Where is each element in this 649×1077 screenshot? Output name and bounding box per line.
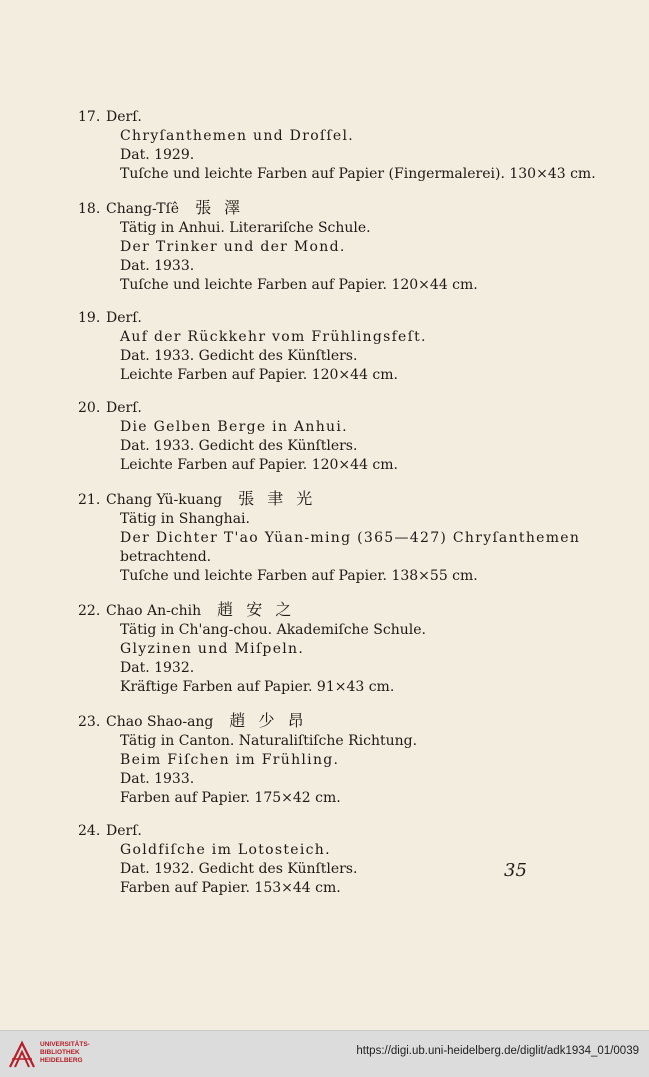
artist-name: Derſ. (106, 823, 142, 839)
artist-chinese-name: 趙 少 昂 (229, 711, 308, 730)
catalog-entry (78, 309, 598, 385)
artwork-title: Beim Fiſchen im Frühling. (120, 752, 340, 768)
entry-detail-line: Tätig in Anhui. Literariſche Schule. (120, 220, 371, 236)
entry-number: 20. (78, 400, 101, 416)
artist-name: Chao An-chih (106, 603, 202, 619)
entry-detail-line: Kräftige Farben auf Papier. 91×43 cm. (120, 679, 395, 695)
catalog-entry (78, 711, 598, 808)
entry-detail-line: Farben auf Papier. 153×44 cm. (120, 880, 341, 896)
entry-heading (78, 822, 598, 841)
entry-detail-line: Leichte Farben auf Papier. 120×44 cm. (120, 367, 398, 383)
entry-number: 23. (78, 714, 101, 730)
catalog-entry (78, 399, 598, 475)
artist-name: Derſ. (106, 310, 142, 326)
entry-number: 24. (78, 823, 101, 839)
library-logo-icon[interactable] (8, 1039, 36, 1069)
catalog-entry (78, 600, 598, 697)
catalog-entry (78, 489, 598, 586)
entry-detail-line: Dat. 1933. Gedicht des Künſtlers. (120, 348, 358, 364)
artist-name: Chao Shao-ang (106, 714, 214, 730)
entry-number: 22. (78, 603, 101, 619)
artwork-title: Die Gelben Berge in Anhui. (120, 419, 348, 435)
entry-detail-line: betrachtend. (120, 549, 212, 565)
entry-detail-line: Tätig in Ch'ang-chou. Akademiſche Schule. (120, 622, 426, 638)
page-number: 35 (504, 860, 527, 881)
artwork-title: Glyzinen und Miſpeln. (120, 641, 305, 657)
artwork-title: Chryſanthemen und Droſſel. (120, 128, 354, 144)
entry-detail-line: Farben auf Papier. 175×42 cm. (120, 790, 341, 806)
artist-name: Derſ. (106, 400, 142, 416)
entry-heading (78, 399, 598, 418)
entry-detail-line: Tätig in Shanghai. (120, 511, 250, 527)
library-name: UNIVERSITÄTS- BIBLIOTHEK HEIDELBERG (40, 1041, 90, 1064)
catalog-entry (78, 108, 598, 184)
entry-heading (78, 600, 598, 621)
catalog-entries (78, 108, 598, 912)
entry-detail-line: Tuſche und leichte Farben auf Papier. 120×44 cm. (120, 277, 478, 293)
artwork-title: Der Dichter T'ao Yüan-ming (365—427) Chryſanthemen (120, 530, 581, 546)
entry-heading (78, 309, 598, 328)
artist-name: Derſ. (106, 109, 142, 125)
entry-heading (78, 108, 598, 127)
entry-number: 17. (78, 109, 101, 125)
artist-chinese-name: 張 聿 光 (238, 489, 317, 508)
page-url-link[interactable]: https://digi.ub.uni-heidelberg.de/diglit/adk1934_01/0039 (356, 1045, 639, 1057)
entry-detail-line: Dat. 1932. (120, 660, 195, 676)
catalog-entry (78, 198, 598, 295)
entry-number: 19. (78, 310, 101, 326)
entry-detail-line: Tätig in Canton. Naturaliſtiſche Richtung. (120, 733, 418, 749)
entry-heading (78, 198, 598, 219)
entry-detail-line: Dat. 1933. Gedicht des Künſtlers. (120, 438, 358, 454)
artist-name: Chang-Tſê (106, 201, 180, 217)
entry-detail-line: Dat. 1933. (120, 771, 195, 787)
artwork-title: Der Trinker und der Mond. (120, 239, 346, 255)
entry-detail-line: Tuſche und leichte Farben auf Papier. 138×55 cm. (120, 568, 478, 584)
artist-name: Chang Yü-kuang (106, 492, 223, 508)
artwork-title: Auf der Rückkehr vom Frühlingsfeſt. (120, 329, 427, 345)
artist-chinese-name: 趙 安 之 (217, 600, 296, 619)
entry-number: 18. (78, 201, 101, 217)
viewer-footer (0, 1030, 649, 1077)
entry-detail-line: Dat. 1929. (120, 147, 195, 163)
entry-heading (78, 711, 598, 732)
entry-detail-line: Dat. 1933. (120, 258, 195, 274)
entry-detail-line: Leichte Farben auf Papier. 120×44 cm. (120, 457, 398, 473)
entry-number: 21. (78, 492, 101, 508)
entry-detail-line: Tuſche und leichte Farben auf Papier (Fingermalerei). 130×43 cm. (120, 166, 596, 182)
entry-heading (78, 489, 598, 510)
artwork-title: Goldfiſche im Lotosteich. (120, 842, 331, 858)
artist-chinese-name: 張 澤 (195, 198, 245, 217)
entry-detail-line: Dat. 1932. Gedicht des Künſtlers. (120, 861, 358, 877)
